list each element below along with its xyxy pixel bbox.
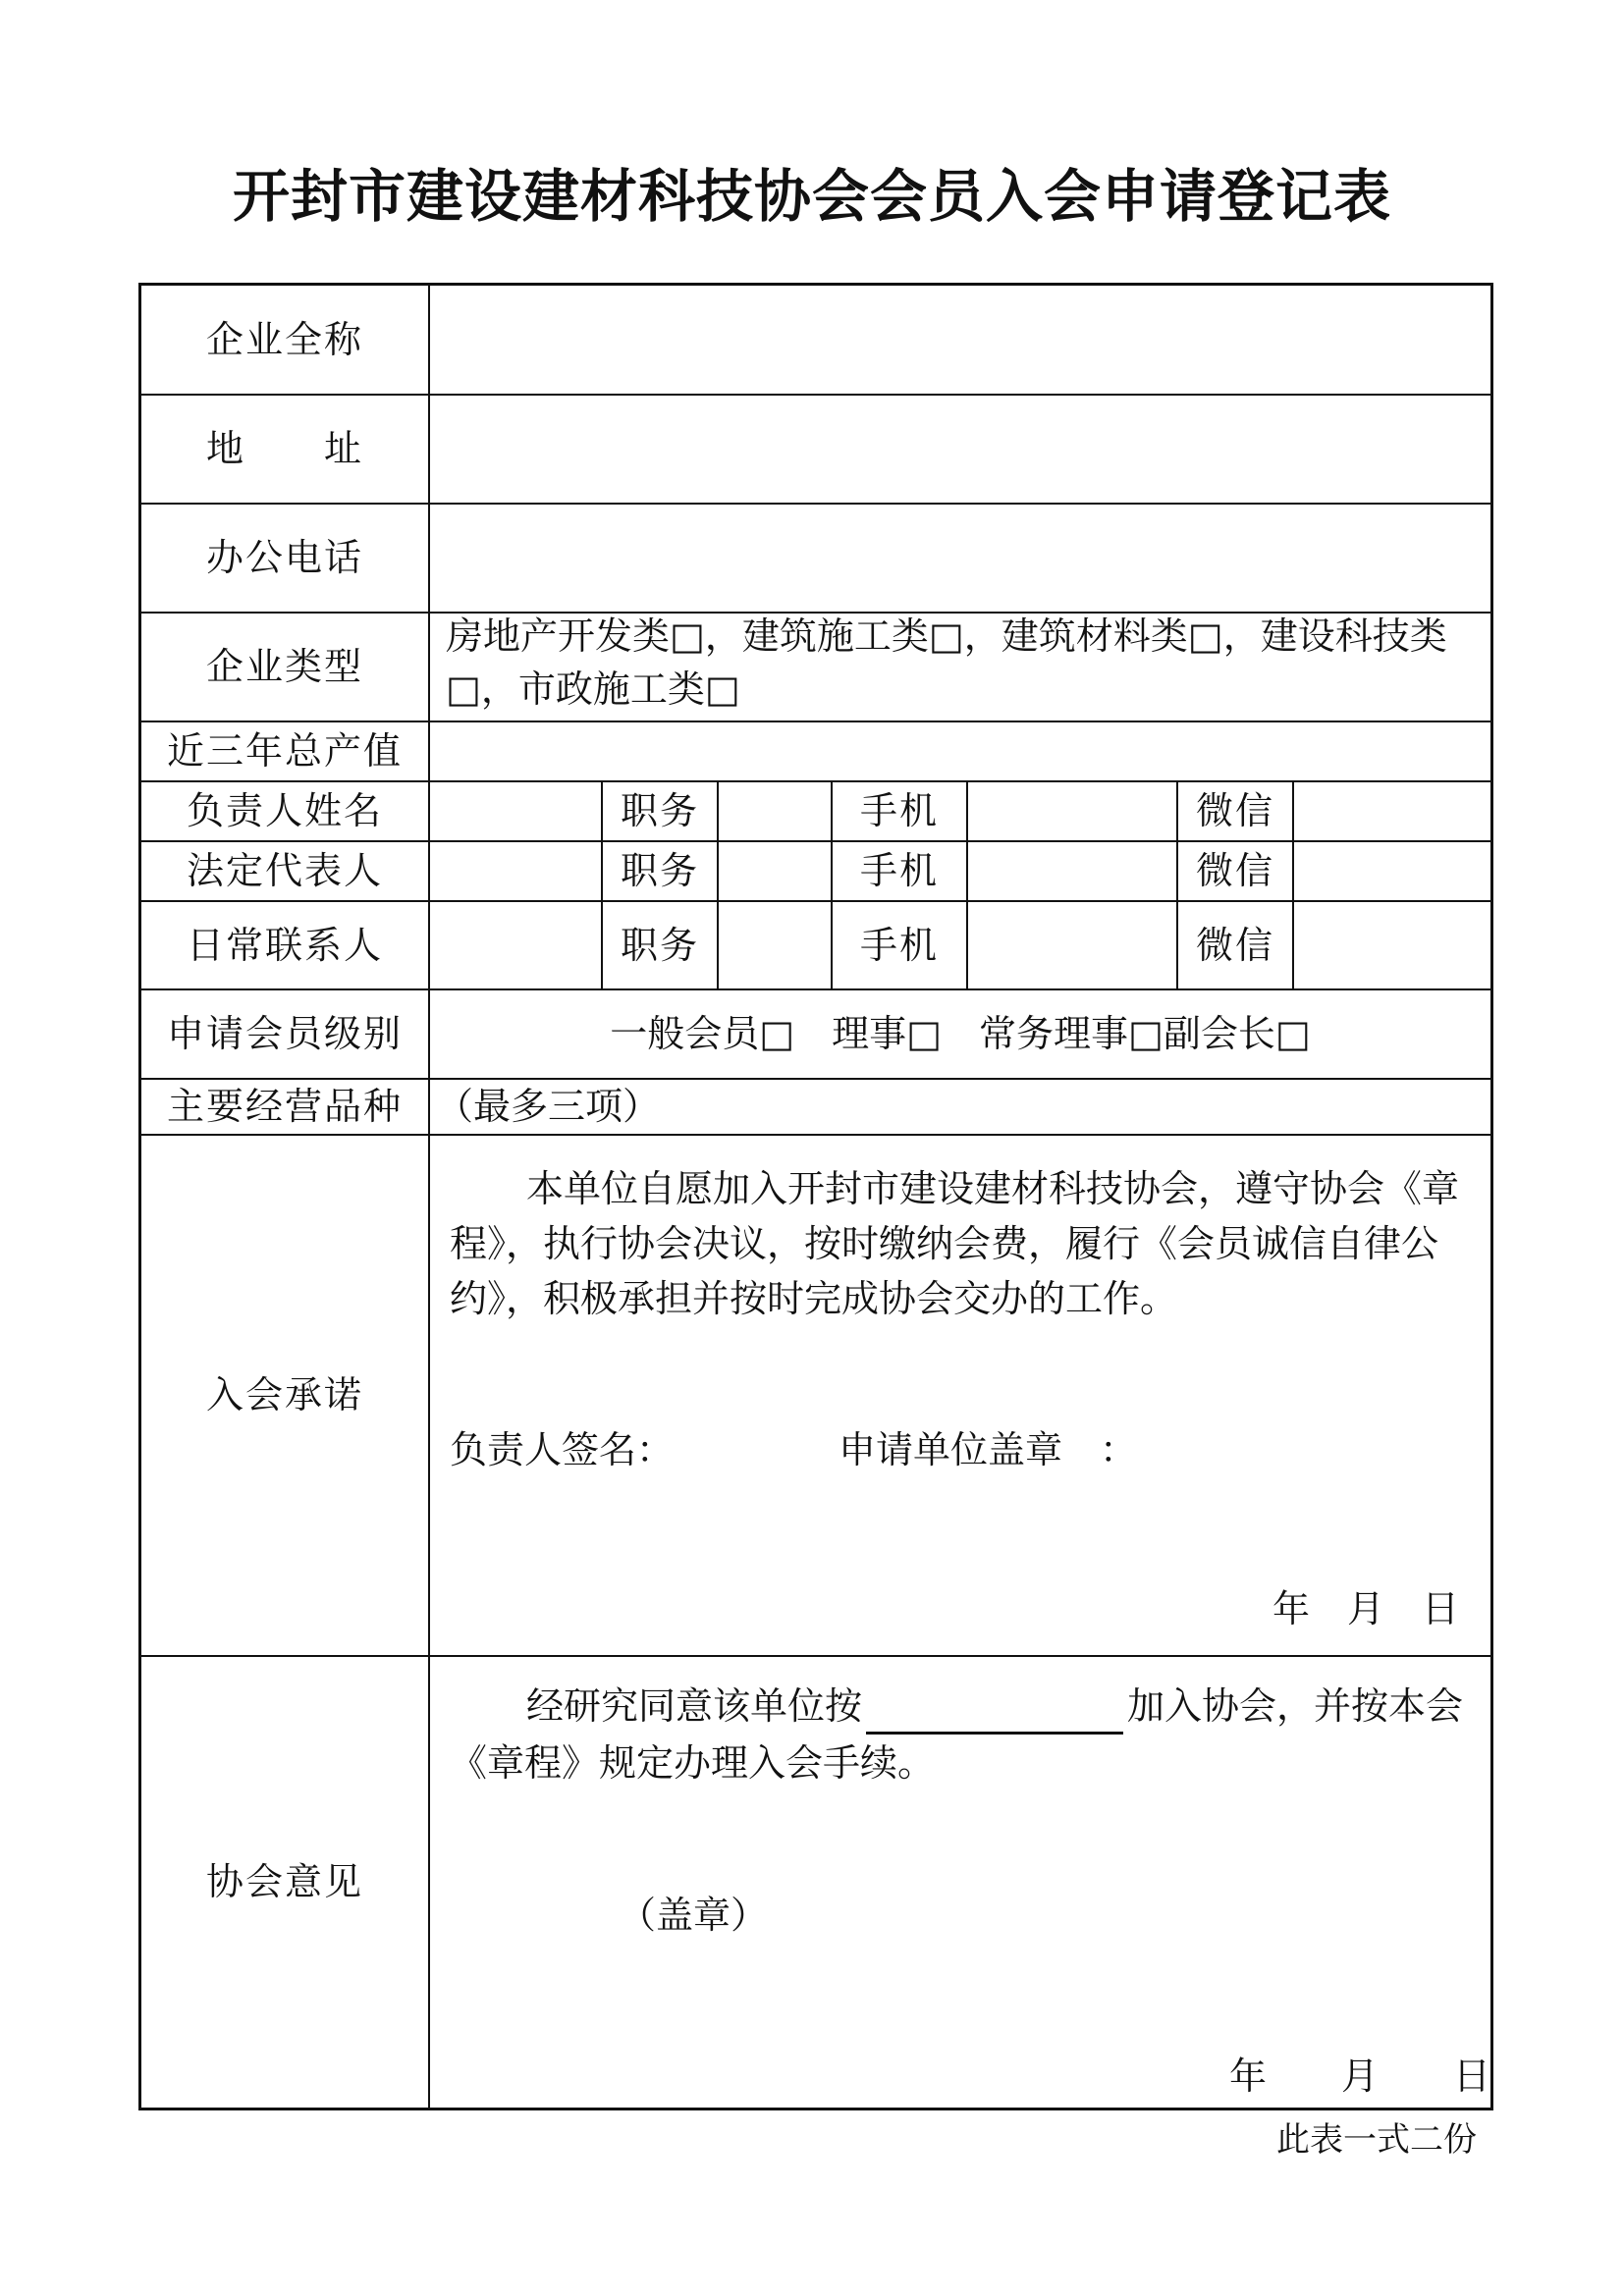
- opinion-suffix: 加入协会，并按本会《章程》规定办理入会手续。: [450, 1684, 1464, 1785]
- opinion-prefix: 经研究同意该单位按: [526, 1684, 863, 1728]
- seal-label: 申请单位盖章 ：: [839, 1428, 1138, 1471]
- daily-contact-wechat-field[interactable]: [1294, 901, 1490, 988]
- office-phone-field[interactable]: [430, 504, 1490, 612]
- person-in-charge-name-field[interactable]: [430, 781, 601, 840]
- person-in-charge-mobile-field[interactable]: [968, 781, 1176, 840]
- label-company-type: 企业类型: [205, 645, 363, 688]
- legal-rep-mobile-field[interactable]: [968, 841, 1176, 900]
- label-commitment: 入会承诺: [205, 1373, 363, 1416]
- label-wechat: 微信: [1195, 789, 1274, 832]
- label-position: 职务: [620, 849, 699, 892]
- person-in-charge-position-field[interactable]: [719, 781, 831, 840]
- commitment-text: 本单位自愿加入开封市建设建材科技协会，遵守协会《章程》，执行协会决议，按时缴纳会费，履行《会员诚信自律公约》，积极承担并按时完成协会交办的工作。: [450, 1167, 1460, 1320]
- label-address: 地 址: [205, 427, 363, 470]
- legal-rep-name-field[interactable]: [430, 841, 601, 900]
- label-mobile: 手机: [859, 789, 939, 832]
- label-wechat: 微信: [1195, 923, 1274, 967]
- label-office-phone: 办公电话: [205, 536, 363, 579]
- label-position: 职务: [620, 789, 699, 832]
- legal-rep-wechat-field[interactable]: [1294, 841, 1490, 900]
- person-in-charge-wechat-field[interactable]: [1294, 781, 1490, 840]
- company-name-field[interactable]: [430, 286, 1490, 394]
- form-title: 开封市建设建材科技协会会员入会申请登记表: [232, 163, 1391, 230]
- daily-contact-name-field[interactable]: [430, 901, 601, 988]
- daily-contact-position-field[interactable]: [719, 901, 831, 988]
- label-position: 职务: [620, 923, 699, 967]
- opinion-text: [450, 1678, 1479, 1791]
- label-member-level: 申请会员级别: [166, 1012, 403, 1055]
- signature-label: 负责人签名：: [450, 1428, 675, 1471]
- stamp-label: （盖章）: [619, 1894, 769, 1937]
- opinion-date: 年 月 日: [1229, 2055, 1491, 2098]
- label-main-products: 主要经营品种: [166, 1085, 403, 1128]
- label-assoc-opinion: 协会意见: [205, 1860, 363, 1903]
- label-wechat: 微信: [1195, 849, 1274, 892]
- label-output-3yr: 近三年总产值: [166, 729, 403, 773]
- company-type-options[interactable]: 房地产开发类□，建筑施工类□，建筑材料类□，建设科技类□，市政施工类□: [446, 614, 1447, 711]
- registration-form: [138, 283, 1493, 2110]
- label-mobile: 手机: [859, 849, 939, 892]
- label-person-in-charge: 负责人姓名: [186, 789, 383, 832]
- member-level-blank[interactable]: [866, 1692, 1123, 1735]
- label-legal-rep: 法定代表人: [186, 849, 383, 892]
- member-level-options[interactable]: 一般会员□ 理事□ 常务理事□副会长□: [610, 1012, 1311, 1055]
- label-mobile: 手机: [859, 923, 939, 967]
- label-daily-contact: 日常联系人: [186, 923, 383, 967]
- main-products-hint[interactable]: （最多三项）: [436, 1085, 661, 1128]
- label-company-name: 企业全称: [205, 318, 363, 361]
- footer-note: 此表一式二份: [1276, 2120, 1477, 2160]
- daily-contact-mobile-field[interactable]: [968, 901, 1176, 988]
- output-3yr-field[interactable]: [430, 721, 1490, 780]
- commitment-date: 年 月 日: [1272, 1587, 1460, 1630]
- legal-rep-position-field[interactable]: [719, 841, 831, 900]
- address-field[interactable]: [430, 395, 1490, 503]
